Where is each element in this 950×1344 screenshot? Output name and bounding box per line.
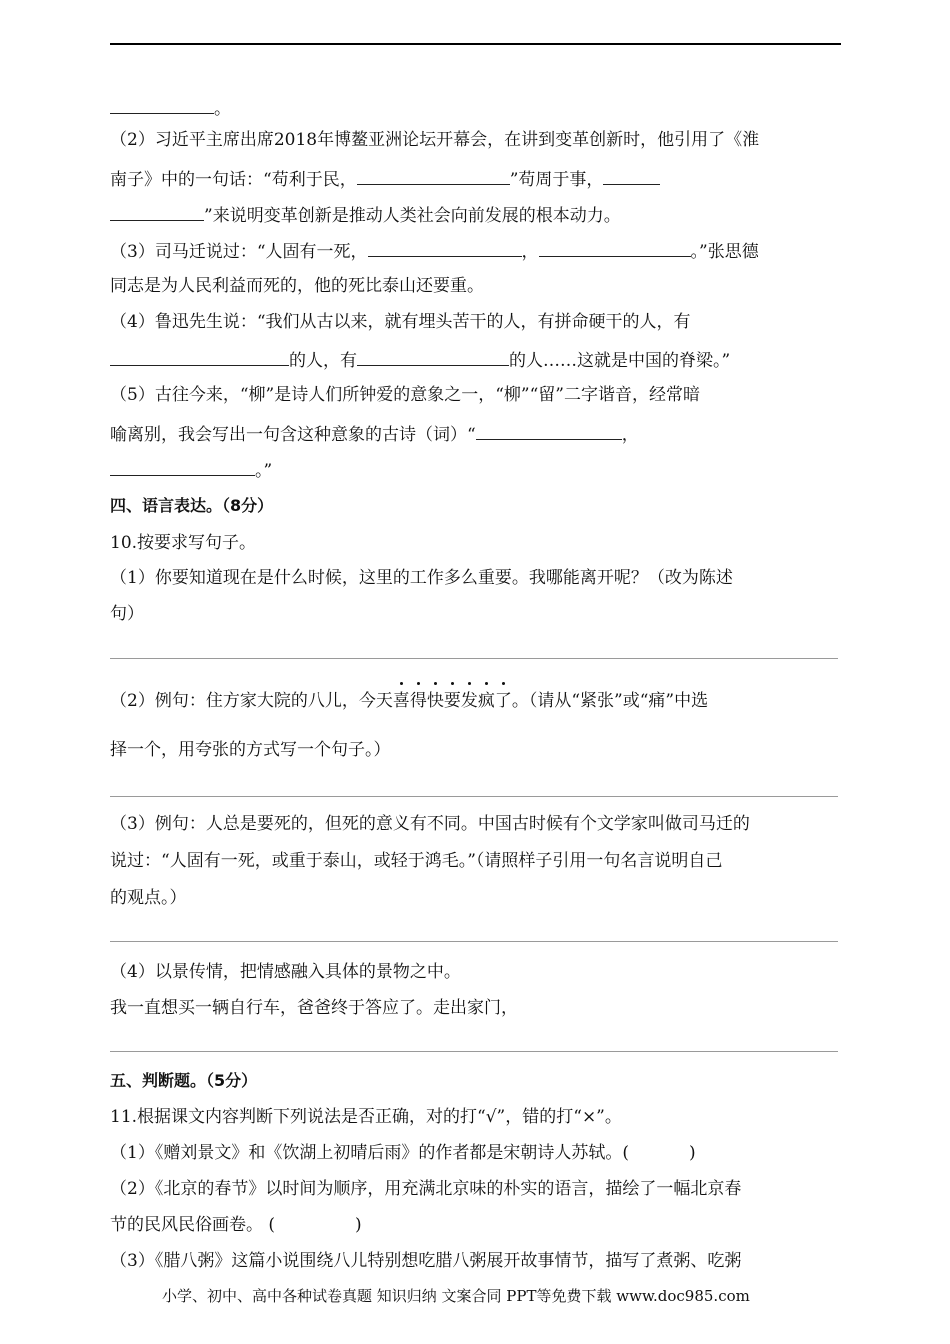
q9-2-line1: （2）习近平主席出席2018年博鳌亚洲论坛开幕会，在讲到变革创新时，他引用了《淮 — [110, 130, 760, 150]
emphasis-char: 了 — [494, 691, 512, 711]
q9-3-line2: 同志是为人民利益而死的，他的死比泰山还要重。 — [110, 276, 484, 296]
q10-4-line2: 我一直想买一辆自行车，爸爸终于答应了。走出家门， — [110, 998, 518, 1018]
section-4-title: 四、语言表达。（8分） — [110, 496, 274, 515]
q9-3-line1: （3）司马迁说过：“人固有一死， ， 。”张思德 — [110, 242, 759, 262]
q10-3-line2: 说过：“人固有一死，或重于泰山，或轻于鸿毛。”（请照样子引用一句名言说明自己 — [110, 851, 723, 871]
page-footer: 小学、初中、高中各种试卷真题 知识归纳 文案合同 PPT等免费下载 www.doc985.com — [162, 1287, 750, 1305]
answer-blank[interactable] — [476, 424, 622, 440]
q10-3-answer-line[interactable] — [110, 941, 838, 942]
answer-blank[interactable] — [110, 350, 289, 366]
emphasis-char: 发 — [460, 691, 478, 711]
answer-blank[interactable] — [368, 241, 522, 257]
answer-blank[interactable] — [110, 205, 204, 221]
answer-blank[interactable] — [110, 460, 255, 476]
q11-item-2-line2: 节的民风民俗画卷。 ( ) — [110, 1215, 362, 1235]
q11-item-2-line1: （2）《北京的春节》以时间为顺序，用充满北京味的朴实的语言，描绘了一幅北京春 — [110, 1179, 742, 1199]
q10-1-answer-line[interactable] — [110, 658, 838, 659]
q9-5-line1: （5）古往今来，“柳”是诗人们所钟爱的意象之一，“柳”“留”二字谐音，经常暗 — [110, 385, 700, 405]
q9-2-line3: ”来说明变革创新是推动人类社会向前发展的根本动力。 — [110, 205, 841, 225]
answer-blank[interactable] — [603, 169, 660, 185]
answer-blank[interactable] — [357, 350, 509, 366]
header-rule — [110, 43, 841, 45]
q9-4-line1: （4）鲁迅先生说：“我们从古以来，就有埋头苦干的人，有拼命硬干的人，有 — [110, 312, 691, 332]
q10-2-line1: （2）例句：住方家大院的八儿，今天喜得快要发疯了。（请从“紧张”或“痛”中选 — [110, 691, 709, 711]
emphasis-char: 快 — [426, 691, 444, 711]
q9-1-tail: 。 — [110, 98, 841, 118]
q9-5-line3: 。” — [110, 460, 841, 480]
emphasis-char: 喜 — [392, 691, 410, 711]
q10-2-answer-line[interactable] — [110, 796, 838, 797]
answer-blank[interactable] — [539, 241, 691, 257]
emphasis-char: 得 — [409, 691, 427, 711]
q9-2-line2: 南子》中的一句话：“苟利于民， ”苟周于事， — [110, 169, 841, 189]
q11-item-1: （1）《赠刘景文》和《饮湖上初晴后雨》的作者都是宋朝诗人苏轼。( ) — [110, 1143, 696, 1163]
q10-2-line2: 择一个，用夸张的方式写一个句子。） — [110, 740, 391, 760]
q9-4-line2: 的人，有 的人……这就是中国的脊梁。” — [110, 350, 841, 370]
q10-stem: 10.按要求写句子。 — [110, 533, 257, 553]
emphasis-char: 疯 — [477, 691, 495, 711]
q10-4-answer-line[interactable] — [110, 1051, 838, 1052]
q9-5-line2: 喻离别，我会写出一句含这种意象的古诗（词）“ ， — [110, 425, 639, 445]
q10-1-line2: 句） — [110, 604, 144, 624]
section-5-title: 五、判断题。（5分） — [110, 1071, 258, 1090]
answer-blank[interactable] — [357, 169, 510, 185]
emphasis-char: 要 — [443, 691, 461, 711]
q11-item-3-line1: （3）《腊八粥》这篇小说围绕八儿特别想吃腊八粥展开故事情节，描写了煮粥、吃粥 — [110, 1251, 742, 1271]
emphasized-phrase — [393, 691, 512, 711]
q10-3-line3: 的观点。） — [110, 888, 187, 908]
q10-1-line1: （1）你要知道现在是什么时候，这里的工作多么重要。我哪能离开呢？（改为陈述 — [110, 568, 733, 588]
answer-blank[interactable] — [110, 98, 214, 114]
q10-3-line1: （3）例句：人总是要死的，但死的意义有不同。中国古时候有个文学家叫做司马迁的 — [110, 814, 750, 834]
q10-4-line1: （4）以景传情，把情感融入具体的景物之中。 — [110, 962, 461, 982]
q11-stem: 11.根据课文内容判断下列说法是否正确，对的打“√”，错的打“×”。 — [110, 1107, 622, 1127]
